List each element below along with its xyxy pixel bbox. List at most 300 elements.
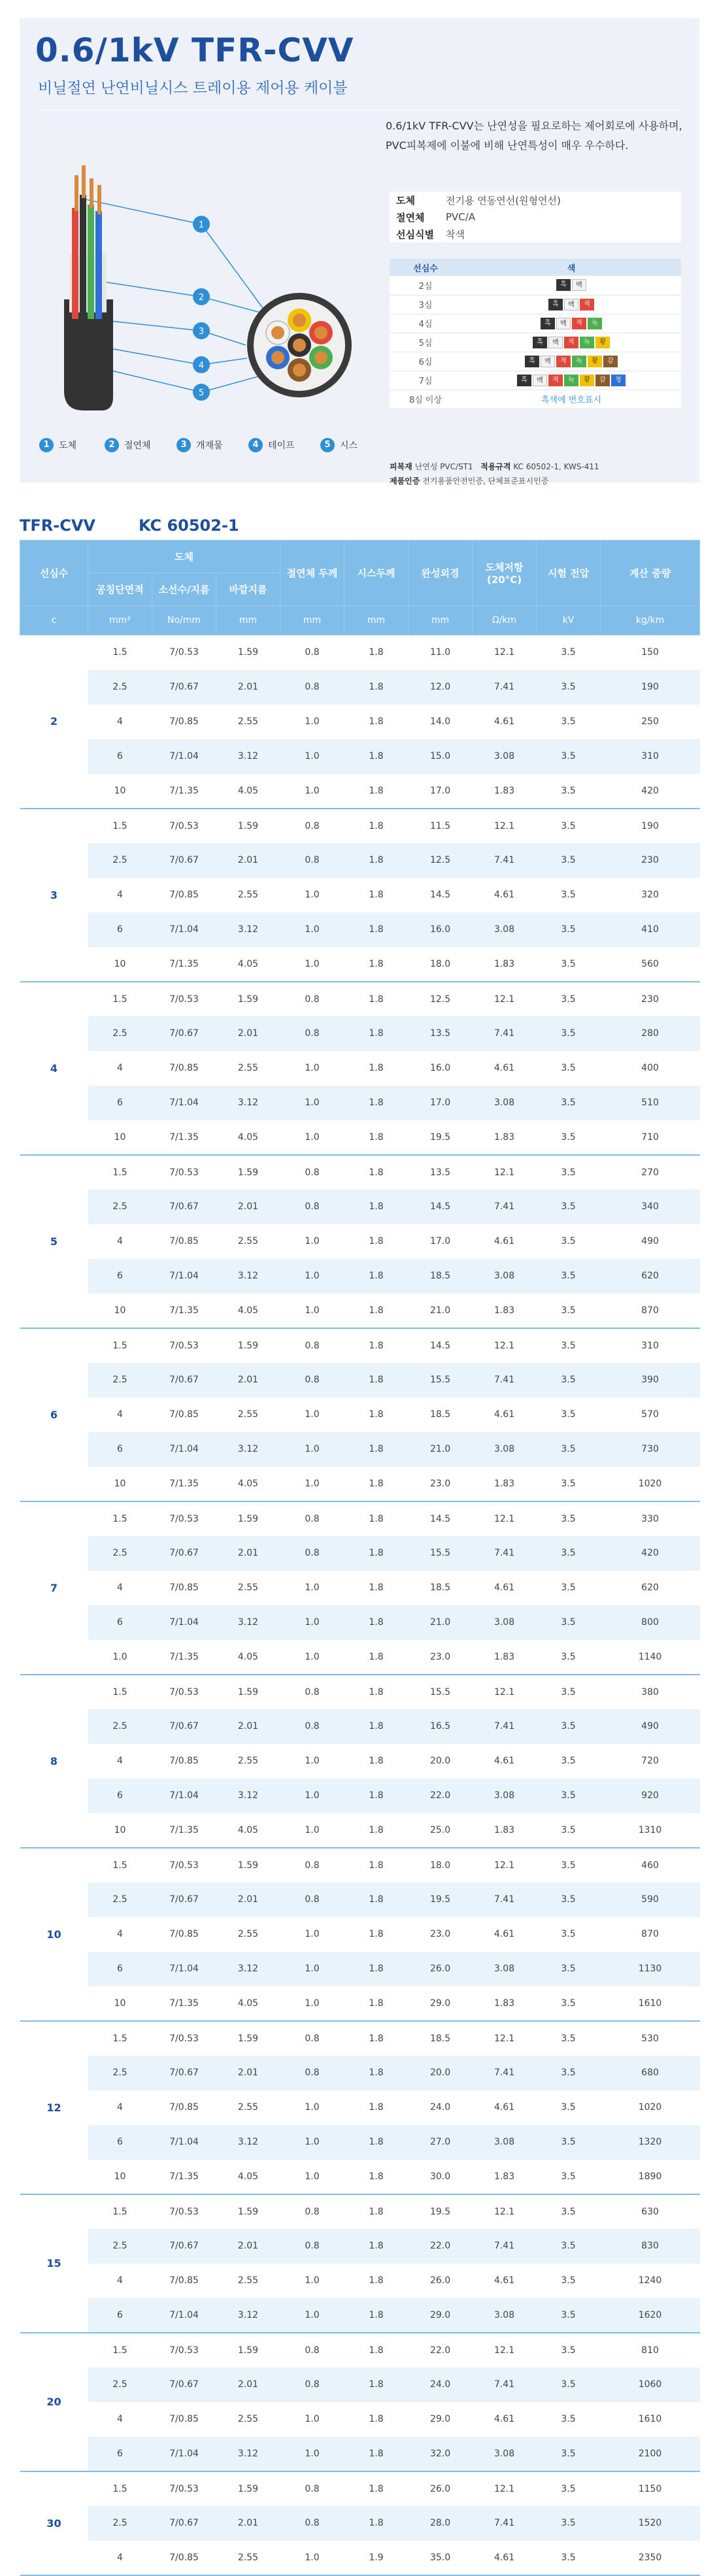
cell-insulation: 1.0 <box>305 1582 320 1593</box>
cell-resistance: 3.08 <box>473 2437 537 2471</box>
cell-finished: 17.0 <box>429 1236 451 1246</box>
callout-1: 1 <box>198 220 205 230</box>
footer-key: 피복재 <box>390 462 412 471</box>
cell-insulation: 1.0 <box>305 2275 320 2286</box>
cell-strands: 7/1.04 <box>152 1605 216 1640</box>
cell-test-voltage: 3.5 <box>537 1259 601 1294</box>
color-chip: 녹 <box>588 318 602 329</box>
cell-finished: 19.5 <box>429 2206 451 2217</box>
cell-finished: 17.0 <box>409 1086 473 1120</box>
cell-outer-dia: 1.59 <box>237 1860 259 1871</box>
core-colors <box>461 390 681 409</box>
cell-strands: 7/0.67 <box>152 1363 216 1397</box>
cell-area: 4 <box>117 1582 123 1593</box>
table-row <box>20 1744 700 1779</box>
cell-finished: 15.0 <box>409 739 473 774</box>
cell-weight: 1060 <box>601 2367 700 2402</box>
legend-number: 4 <box>248 438 263 452</box>
cell-insulation: 0.8 <box>280 2506 344 2541</box>
cell-finished: 16.0 <box>429 1063 451 1073</box>
th-strands: 소선수/지름 <box>152 573 216 606</box>
cell-strands: 7/0.85 <box>169 2275 199 2286</box>
cell-area: 1.5 <box>112 2345 127 2356</box>
cell-insulation: 1.0 <box>280 2125 344 2160</box>
cell-test-voltage: 3.5 <box>537 739 601 774</box>
cell-strands: 7/0.53 <box>169 1167 199 1178</box>
cell-outer-dia: 1.59 <box>237 1340 259 1351</box>
cell-area: 4 <box>88 2541 152 2575</box>
cell-finished: 15.5 <box>409 1536 473 1571</box>
cell-resistance: 3.08 <box>473 2298 537 2333</box>
cell-strands: 7/0.53 <box>169 1340 199 1351</box>
cell-weight: 410 <box>601 912 700 947</box>
cell-area: 1.5 <box>112 2483 127 2494</box>
cell-sheath: 1.8 <box>344 1190 409 1224</box>
cell-sheath: 1.8 <box>369 2033 384 2044</box>
color-table-row <box>390 276 681 295</box>
cell-area: 1.5 <box>112 1340 127 1351</box>
cell-finished: 24.0 <box>429 2102 451 2113</box>
cell-finished: 20.0 <box>429 1756 451 1766</box>
color-chip: 황 <box>595 337 610 348</box>
cell-sheath: 1.8 <box>369 890 384 900</box>
unit-resistance: Ω/km <box>473 606 537 635</box>
color-chip: 황 <box>588 356 602 367</box>
cell-area: 2.5 <box>88 1536 152 1571</box>
cell-finished: 23.0 <box>409 1640 473 1675</box>
cell-strands: 7/0.85 <box>169 1756 199 1766</box>
unit-sheath: mm <box>344 606 409 635</box>
cell-finished: 14.5 <box>429 890 451 900</box>
cell-area: 1.5 <box>112 1167 127 1178</box>
cell-sheath: 1.8 <box>369 994 384 1005</box>
cell-test-voltage: 3.5 <box>537 1882 601 1917</box>
table-row <box>20 2402 700 2437</box>
legend-number: 2 <box>105 438 119 452</box>
cell-sheath: 1.8 <box>369 2102 384 2113</box>
cell-outer-dia: 3.12 <box>216 2437 280 2471</box>
cell-area: 1.5 <box>112 1686 127 1698</box>
cell-area: 2.5 <box>88 1882 152 1917</box>
spec-row <box>390 226 681 243</box>
cell-strands: 7/0.53 <box>169 2033 199 2044</box>
callout-4: 4 <box>198 361 205 371</box>
unit-insulation: mm <box>280 606 344 635</box>
cell-outer-dia: 2.01 <box>216 1709 280 1744</box>
core-count-cell: 6 <box>20 1328 88 1501</box>
cell-outer-dia: 2.01 <box>216 1363 280 1397</box>
cell-strands: 7/0.85 <box>169 1236 199 1246</box>
cell-area: 1.5 <box>112 2033 127 2044</box>
cell-finished: 23.0 <box>409 1467 473 1501</box>
cell-sheath: 1.8 <box>369 1409 384 1420</box>
cell-test-voltage: 3.5 <box>537 1986 601 2021</box>
cell-sheath: 1.8 <box>369 2414 384 2424</box>
cell-weight: 1240 <box>638 2275 662 2286</box>
cell-outer-dia: 1.59 <box>237 2206 259 2217</box>
cell-area: 6 <box>88 912 152 947</box>
cell-weight: 250 <box>641 716 659 727</box>
cell-test-voltage: 3.5 <box>537 2437 601 2471</box>
cell-outer-dia: 2.55 <box>237 2102 259 2113</box>
cell-insulation: 1.0 <box>305 1929 320 1939</box>
cell-area: 10 <box>88 1467 152 1501</box>
cell-resistance: 3.08 <box>473 1432 537 1467</box>
cell-area: 6 <box>88 1952 152 1986</box>
cell-finished: 32.0 <box>409 2437 473 2471</box>
cell-resistance: 7.41 <box>473 1709 537 1744</box>
cell-test-voltage: 3.5 <box>561 1686 576 1698</box>
cell-weight: 2350 <box>601 2541 700 2575</box>
cell-sheath: 1.8 <box>369 1929 384 1939</box>
cell-insulation: 1.0 <box>280 2160 344 2194</box>
th-sheath: 시스두께 <box>344 541 409 606</box>
cell-resistance: 7.41 <box>473 2506 537 2541</box>
cell-strands: 7/0.67 <box>152 1709 216 1744</box>
cell-finished: 14.5 <box>429 1513 451 1524</box>
cell-resistance: 4.61 <box>493 716 515 727</box>
cell-strands: 7/1.35 <box>152 1120 216 1155</box>
cell-weight: 1310 <box>601 1813 700 1848</box>
color-chip: 백 <box>572 279 586 291</box>
cell-weight: 190 <box>601 670 700 705</box>
cell-strands: 7/1.35 <box>152 1986 216 2021</box>
cell-test-voltage: 3.5 <box>561 2102 576 2113</box>
cell-outer-dia: 4.05 <box>216 1986 280 2021</box>
cell-finished: 14.5 <box>429 1340 451 1351</box>
table-row <box>20 1155 700 1190</box>
cell-weight: 310 <box>641 1340 659 1351</box>
cell-strands: 7/0.85 <box>169 1063 199 1073</box>
cell-weight: 460 <box>641 1860 659 1871</box>
cell-outer-dia: 1.59 <box>237 1513 259 1524</box>
th-outer-dia: 바깥지름 <box>216 573 280 606</box>
cell-weight: 1890 <box>601 2160 700 2194</box>
cell-strands: 7/0.67 <box>152 1016 216 1051</box>
cell-finished: 19.5 <box>409 1882 473 1917</box>
cell-resistance: 3.08 <box>473 1779 537 1813</box>
cell-test-voltage: 3.5 <box>561 1063 576 1073</box>
core-colors <box>461 333 681 352</box>
unit-test-voltage: kV <box>537 606 601 635</box>
cell-outer-dia: 3.12 <box>216 1605 280 1640</box>
cell-finished: 16.0 <box>409 912 473 947</box>
cell-outer-dia: 4.05 <box>216 1294 280 1328</box>
cell-finished: 28.0 <box>409 2506 473 2541</box>
cell-resistance: 1.83 <box>473 1986 537 2021</box>
table-row <box>20 843 700 878</box>
legend-label: 도체 <box>59 441 77 451</box>
cell-strands: 7/0.53 <box>169 1860 199 1871</box>
core-count: 7심 <box>390 371 461 390</box>
cell-test-voltage: 3.5 <box>537 774 601 809</box>
cell-test-voltage: 3.5 <box>561 820 576 831</box>
cell-strands: 7/1.04 <box>152 1086 216 1120</box>
cell-insulation: 1.0 <box>280 739 344 774</box>
cell-outer-dia: 1.59 <box>237 1167 259 1178</box>
cell-finished: 35.0 <box>409 2541 473 2575</box>
cell-insulation: 0.8 <box>305 1513 320 1524</box>
cell-test-voltage: 3.5 <box>537 2506 601 2541</box>
cell-weight: 620 <box>601 1259 700 1294</box>
cell-area: 2.5 <box>88 2506 152 2541</box>
cell-insulation: 0.8 <box>305 1860 320 1871</box>
cell-insulation: 0.8 <box>280 2056 344 2090</box>
cell-resistance: 1.83 <box>473 947 537 982</box>
cell-outer-dia: 2.01 <box>216 2506 280 2541</box>
table-row <box>20 1882 700 1917</box>
cell-test-voltage: 3.5 <box>537 843 601 878</box>
legend-label: 테이프 <box>268 441 295 451</box>
cell-finished: 18.5 <box>429 1582 451 1593</box>
color-table-row <box>390 371 681 390</box>
cell-resistance: 4.61 <box>493 1063 515 1073</box>
unit-strands: No/mm <box>152 606 216 635</box>
cell-strands: 7/1.04 <box>152 2125 216 2160</box>
cell-sheath: 1.8 <box>344 1120 409 1155</box>
cell-resistance: 1.83 <box>473 1813 537 1848</box>
cell-test-voltage: 3.5 <box>561 1929 576 1939</box>
cell-test-voltage: 3.5 <box>537 1640 601 1675</box>
cell-test-voltage: 3.5 <box>537 1709 601 1744</box>
cell-strands: 7/0.67 <box>152 843 216 878</box>
cell-weight: 630 <box>641 2206 659 2217</box>
table-row <box>20 2298 700 2333</box>
cell-area: 10 <box>88 774 152 809</box>
cell-finished: 24.0 <box>409 2367 473 2402</box>
cell-test-voltage: 3.5 <box>561 716 576 727</box>
cell-finished: 20.0 <box>409 2056 473 2090</box>
color-chip: 적 <box>548 375 563 386</box>
table-row <box>20 2367 700 2402</box>
cell-test-voltage: 3.5 <box>561 1860 576 1871</box>
cell-sheath: 1.8 <box>369 2275 384 2286</box>
spec-row <box>390 209 681 226</box>
core-count: 4심 <box>390 314 461 333</box>
cell-test-voltage: 3.5 <box>537 1294 601 1328</box>
cell-test-voltage: 3.5 <box>537 2541 601 2575</box>
cell-area: 4 <box>117 1236 123 1246</box>
cell-resistance: 4.61 <box>493 1409 515 1420</box>
cell-resistance: 7.41 <box>473 2056 537 2090</box>
cell-weight: 620 <box>641 1582 659 1593</box>
cell-test-voltage: 3.5 <box>561 1167 576 1178</box>
cell-strands: 7/0.85 <box>169 2102 199 2113</box>
cell-test-voltage: 3.5 <box>537 1467 601 1501</box>
cell-insulation: 0.8 <box>305 2345 320 2356</box>
cell-finished: 18.5 <box>409 1259 473 1294</box>
cell-resistance: 4.61 <box>493 2102 515 2113</box>
cell-outer-dia: 2.01 <box>216 670 280 705</box>
table-row <box>20 1779 700 1813</box>
spec-list <box>390 192 681 243</box>
legend-item-tape <box>248 438 295 452</box>
cell-insulation: 0.8 <box>305 994 320 1005</box>
cell-outer-dia: 1.59 <box>237 1686 259 1698</box>
cell-test-voltage: 3.5 <box>537 1536 601 1571</box>
cell-sheath: 1.8 <box>344 2125 409 2160</box>
cell-area: 10 <box>88 947 152 982</box>
section-standard: KC 60502-1 <box>138 516 239 535</box>
cell-finished: 22.0 <box>409 1779 473 1813</box>
cell-resistance: 7.41 <box>473 1016 537 1051</box>
cell-test-voltage: 3.5 <box>537 2160 601 2194</box>
color-chip: 흑 <box>541 318 555 329</box>
cell-outer-dia: 3.12 <box>216 1952 280 1986</box>
cable-illustration <box>38 149 378 410</box>
cell-finished: 26.0 <box>429 2275 451 2286</box>
legend-label: 시스 <box>340 441 358 451</box>
cell-strands: 7/0.85 <box>169 716 199 727</box>
table-row <box>20 2194 700 2229</box>
cell-sheath: 1.8 <box>344 1536 409 1571</box>
cell-area: 2.5 <box>88 670 152 705</box>
section-title <box>20 516 239 535</box>
cell-sheath: 1.8 <box>344 2229 409 2264</box>
cell-weight: 710 <box>601 1120 700 1155</box>
cell-outer-dia: 4.05 <box>216 1813 280 1848</box>
spec-table <box>20 540 700 2576</box>
page-title: 0.6/1kV TFR-CVV <box>35 31 354 69</box>
cell-sheath: 1.9 <box>344 2541 409 2575</box>
cell-insulation: 1.0 <box>280 1779 344 1813</box>
cell-insulation: 1.0 <box>280 774 344 809</box>
color-chip: 갈 <box>603 356 618 367</box>
color-chip: 적 <box>564 337 578 348</box>
cell-test-voltage: 3.5 <box>537 2056 601 2090</box>
cell-finished: 29.0 <box>409 2298 473 2333</box>
cell-resistance: 1.83 <box>473 1467 537 1501</box>
cell-sheath: 1.8 <box>344 912 409 947</box>
cell-test-voltage: 3.5 <box>561 1582 576 1593</box>
cell-test-voltage: 3.5 <box>537 2229 601 2264</box>
cell-resistance: 12.1 <box>493 2345 515 2356</box>
table-row <box>20 2506 700 2541</box>
cell-strands: 7/0.53 <box>169 2206 199 2217</box>
cell-sheath: 1.8 <box>344 1294 409 1328</box>
cell-area: 10 <box>88 1120 152 1155</box>
cell-weight: 590 <box>601 1882 700 1917</box>
cell-outer-dia: 2.01 <box>216 843 280 878</box>
cell-finished: 18.5 <box>429 1409 451 1420</box>
cell-sheath: 1.8 <box>344 1813 409 1848</box>
cell-test-voltage: 3.5 <box>537 1363 601 1397</box>
cell-sheath: 1.8 <box>344 670 409 705</box>
cell-weight: 720 <box>641 1756 659 1766</box>
cell-weight: 490 <box>601 1709 700 1744</box>
color-chip: 흑 <box>556 279 571 291</box>
table-row <box>20 2471 700 2506</box>
cell-strands: 7/1.04 <box>152 2437 216 2471</box>
cell-insulation: 0.8 <box>305 2033 320 2044</box>
cell-weight: 230 <box>601 843 700 878</box>
cell-resistance: 12.1 <box>493 820 515 831</box>
cell-weight: 400 <box>641 1063 659 1073</box>
cell-insulation: 0.8 <box>280 1363 344 1397</box>
cell-outer-dia: 1.59 <box>237 647 259 658</box>
cell-insulation: 1.0 <box>305 1409 320 1420</box>
footer-line-2 <box>390 474 690 488</box>
cell-outer-dia: 2.55 <box>237 2275 259 2286</box>
cell-strands: 7/0.53 <box>169 820 199 831</box>
cell-area: 6 <box>88 2298 152 2333</box>
core-count: 3심 <box>390 295 461 314</box>
cell-finished: 11.0 <box>429 647 451 658</box>
cell-weight: 340 <box>601 1190 700 1224</box>
table-row <box>20 1432 700 1467</box>
cell-sheath: 1.8 <box>369 2206 384 2217</box>
cell-test-voltage: 3.5 <box>537 670 601 705</box>
core-count: 8심 이상 <box>390 390 461 409</box>
cell-finished: 18.0 <box>409 947 473 982</box>
cell-strands: 7/0.53 <box>169 2345 199 2356</box>
color-chip: 백 <box>548 337 563 348</box>
cell-insulation: 1.0 <box>280 2541 344 2575</box>
cell-finished: 26.0 <box>429 2483 451 2494</box>
th-cores: 선심수 <box>20 541 88 606</box>
legend-label: 개재물 <box>196 441 223 451</box>
cell-weight: 1020 <box>638 2102 662 2113</box>
cell-weight: 420 <box>601 1536 700 1571</box>
cell-sheath: 1.8 <box>369 1340 384 1351</box>
cell-outer-dia: 3.12 <box>216 912 280 947</box>
cell-strands: 7/0.67 <box>152 670 216 705</box>
cell-sheath: 1.8 <box>344 1363 409 1397</box>
cell-insulation: 0.8 <box>280 670 344 705</box>
cell-finished: 14.0 <box>429 716 451 727</box>
cell-weight: 810 <box>641 2345 659 2356</box>
table-row <box>20 705 700 739</box>
cell-insulation: 1.0 <box>280 947 344 982</box>
color-chip: 백 <box>541 356 555 367</box>
cell-finished: 16.5 <box>409 1709 473 1744</box>
cell-insulation: 1.0 <box>280 1467 344 1501</box>
color-chip: 적 <box>556 356 571 367</box>
cell-resistance: 12.1 <box>493 2483 515 2494</box>
cell-sheath: 1.8 <box>344 2056 409 2090</box>
cell-resistance: 7.41 <box>473 670 537 705</box>
cell-outer-dia: 4.05 <box>216 1640 280 1675</box>
core-colors <box>461 371 681 390</box>
core-count-cell: 2 <box>20 635 88 809</box>
spec-value: PVC/A <box>446 211 476 223</box>
cell-sheath: 1.8 <box>369 647 384 658</box>
table-row <box>20 2541 700 2575</box>
cell-insulation: 0.8 <box>305 2483 320 2494</box>
legend-item-insulation <box>105 438 151 452</box>
cell-resistance: 7.41 <box>473 2367 537 2402</box>
cell-area: 1.5 <box>112 2206 127 2217</box>
core-count-cell: 20 <box>20 2333 88 2471</box>
table-row <box>20 1086 700 1120</box>
cell-resistance: 12.1 <box>493 2033 515 2044</box>
cell-sheath: 1.8 <box>369 2483 384 2494</box>
color-chip: 적 <box>580 299 594 310</box>
cell-weight: 800 <box>601 1605 700 1640</box>
core-count-cell: 8 <box>20 1675 88 1848</box>
legend-item-conductor <box>39 438 76 452</box>
cell-resistance: 4.61 <box>493 2275 515 2286</box>
cell-finished: 22.0 <box>429 2345 451 2356</box>
table-row <box>20 2056 700 2090</box>
cell-strands: 7/0.67 <box>152 2229 216 2264</box>
color-chip: 갈 <box>595 375 610 386</box>
color-note: 흑색에 번호표시 <box>541 395 602 405</box>
color-chip: 백 <box>564 299 578 310</box>
cell-insulation: 0.8 <box>280 1016 344 1051</box>
cell-resistance: 4.61 <box>493 2414 515 2424</box>
cell-outer-dia: 2.55 <box>237 1409 259 1420</box>
